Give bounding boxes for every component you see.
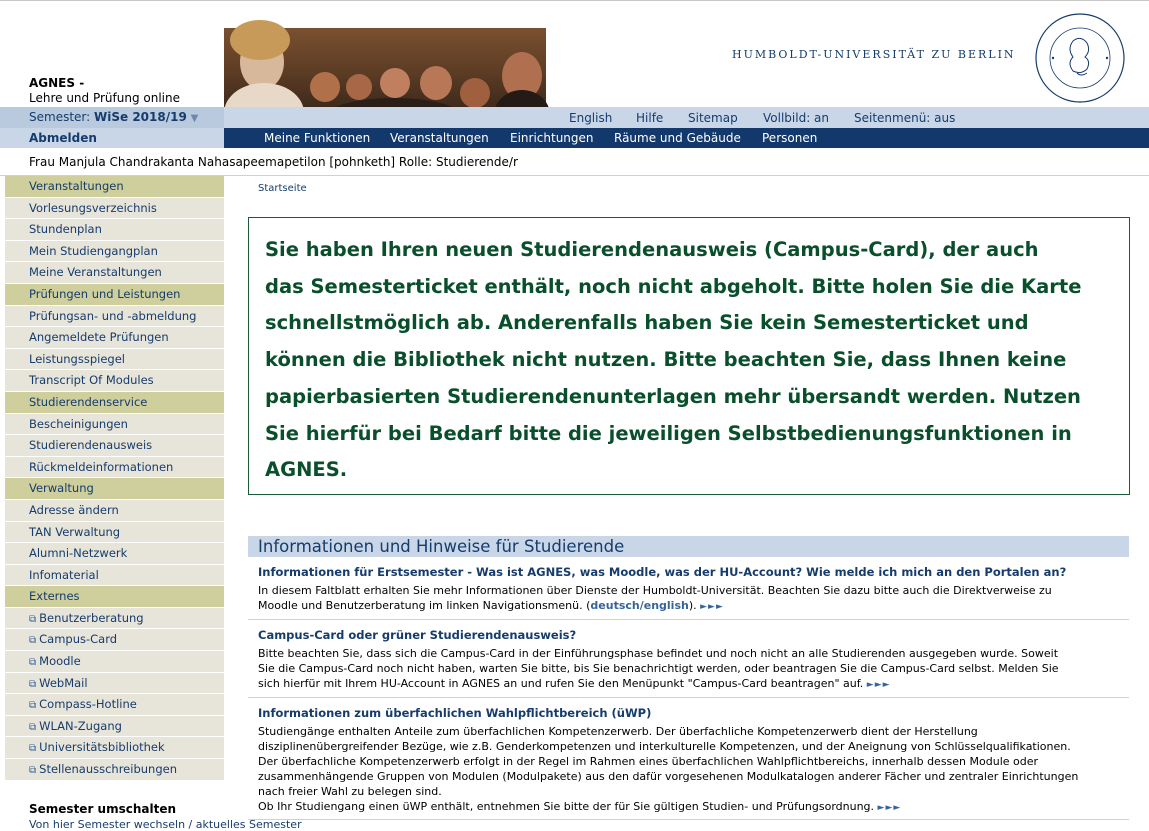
page-header — [0, 0, 1149, 125]
sidebar-item[interactable] — [5, 349, 224, 371]
sidebar-item[interactable] — [5, 457, 224, 479]
sidebar-item-label: Alumni-Netzwerk — [29, 546, 128, 561]
sidebar-item[interactable] — [5, 759, 224, 781]
external-link-icon: ⧉ — [29, 765, 37, 777]
notice-line: können die Bibliothek nicht nutzen. Bitte beachten Sie, dass Ihnen keine — [265, 348, 1067, 372]
semester-switch-title: Semester umschalten — [29, 802, 177, 816]
info-body-text: ). — [688, 599, 697, 612]
sidebar-item[interactable] — [5, 673, 224, 695]
info-body-line — [258, 799, 1129, 816]
photo-student-hair — [230, 20, 290, 60]
more-arrow-icon[interactable]: ►►► — [700, 602, 724, 612]
sidemenu-toggle[interactable]: Seitenmenü: aus — [854, 111, 956, 125]
info-item-erstsemester — [248, 565, 1129, 620]
semester-switch-text[interactable]: Von hier Semester wechseln / aktuelles Semester — [29, 818, 302, 831]
sidebar-item-label: Stellenausschreibungen — [39, 762, 177, 777]
language-link[interactable]: deutsch/english — [590, 599, 689, 612]
info-item-uewp — [248, 706, 1129, 820]
campus-card-notice — [248, 217, 1130, 495]
agnes-brand[interactable] — [29, 76, 180, 106]
university-name[interactable]: HUMBOLDT-UNIVERSITÄT ZU BERLIN — [732, 48, 1016, 61]
sidebar-item-label: Rückmeldeinformationen — [29, 459, 174, 474]
sidebar-item-label: Veranstaltungen — [29, 179, 124, 193]
sidebar-item-label: Vorlesungsverzeichnis — [29, 200, 157, 215]
notice-line: schnellstmöglich ab. Anderenfalls haben Sie kein Semesterticket und — [265, 311, 1029, 335]
sidebar-menu — [5, 176, 224, 781]
sidebar-item-label: Studierendenservice — [29, 394, 148, 409]
sidebar-item-label: Transcript Of Modules — [29, 373, 154, 388]
more-arrow-icon[interactable]: ►►► — [877, 803, 902, 813]
logout-button[interactable]: Abmelden — [0, 128, 224, 148]
semester-selector[interactable] — [0, 107, 224, 128]
nav-veranstaltungen[interactable]: Veranstaltungen — [390, 131, 489, 145]
sidebar-item[interactable] — [5, 694, 224, 716]
sidebar-item-label: Campus-Card — [39, 632, 118, 647]
sidebar-item-label: WLAN-Zugang — [39, 718, 122, 733]
sidebar-item-label: Meine Veranstaltungen — [29, 265, 162, 280]
photo-student-5 — [420, 66, 452, 100]
info-body-line: Studiengänge enthalten Anteile zum überfachlichen Kompetenzerwerb. Der überfachliche Kompetenzerwerb dient der Herstellung — [258, 725, 978, 738]
info-body-text: Ob Ihr Studiengang einen üWP enthält, entnehmen Sie bitte der für Sie gültigen Studien- und Prüfungsordnung. — [258, 800, 875, 813]
sidebar-item-label: Bescheinigungen — [29, 416, 128, 431]
info-section-title: Informationen und Hinweise für Studierende — [248, 536, 1129, 557]
sidebar-item[interactable] — [5, 716, 224, 738]
nav-meine-funktionen[interactable]: Meine Funktionen — [264, 131, 371, 145]
sidebar-section-header[interactable] — [5, 478, 224, 500]
external-link-icon: ⧉ — [29, 743, 37, 755]
sidebar-item-label: Externes — [29, 589, 80, 604]
sidebar-item-label: Benutzerberatung — [39, 610, 144, 625]
sitemap-link[interactable]: Sitemap — [688, 111, 738, 125]
nav-personen[interactable]: Personen — [762, 131, 818, 145]
external-link-icon: ⧉ — [29, 657, 37, 669]
info-body-line: In diesem Faltblatt erhalten Sie mehr Informationen über Dienste der Humboldt-Universität. Beachten Sie dazu bitte auch die Direktverweise zu — [258, 584, 1052, 597]
info-body-line: zusammenhängende Gruppen von Modulen (Modulpakete) aus den dafür vorgesehenen Modulkatalogen anderer Fächer und zentraler Einrichtungen — [258, 770, 1079, 783]
sidebar-item[interactable] — [5, 522, 224, 544]
notice-line: das Semesterticket enthält, noch nicht abgeholt. Bitte holen Sie die Karte — [265, 274, 1082, 298]
notice-line: papierbasierten Studierendenunterlagen mehr übersandt werden. Nutzen — [265, 384, 1081, 408]
external-link-icon: ⧉ — [29, 613, 37, 625]
sidebar-section-header[interactable] — [5, 176, 224, 198]
sidebar-section-header[interactable] — [5, 392, 224, 414]
sidebar-section-header[interactable] — [5, 284, 224, 306]
sidebar-item-label: Verwaltung — [29, 481, 94, 496]
info-body-line: Sie die Campus-Card noch nicht haben, warten Sie bitte, bis Sie benachrichtigt werden, oder beantragen Sie die Campus-Card selbst. Melden Sie — [258, 662, 1059, 675]
info-body-line: nach freier Wahl zu belegen sind. — [258, 785, 442, 798]
fullscreen-toggle[interactable]: Vollbild: an — [763, 111, 830, 125]
sidebar-item-label: Mein Studiengangplan — [29, 243, 158, 258]
sidebar-section-header[interactable] — [5, 586, 224, 608]
sidebar-item[interactable] — [5, 241, 224, 263]
sidebar-item[interactable] — [5, 219, 224, 241]
notice-line: AGNES. — [265, 458, 348, 482]
sidebar-item[interactable] — [5, 414, 224, 436]
info-body-line: Der überfachliche Kompetenzerwerb erfolgt in der Regel im Rahmen eines überfachlichen Wahlpflichtbereichs, innerhalb dessen Module oder — [258, 755, 1039, 768]
sidebar-item-label: Compass-Hotline — [39, 697, 137, 712]
sidebar-item[interactable] — [5, 500, 224, 522]
info-body-text: Moodle und Benutzerberatung im linken Navigationsmenü. ( — [258, 599, 591, 612]
nav-raeume-gebaeude[interactable]: Räume und Gebäude — [614, 131, 741, 145]
university-seal-icon[interactable] — [1033, 11, 1127, 105]
sidebar-item[interactable] — [5, 435, 224, 457]
sidebar-item[interactable] — [5, 198, 224, 220]
notice-line: Sie hierfür bei Bedarf bitte die jeweiligen Selbstbedienungsfunktionen in — [265, 421, 1072, 445]
info-item-body — [258, 646, 1129, 693]
sidebar-item-label: WebMail — [39, 675, 88, 690]
photo-student-2 — [310, 72, 340, 102]
external-link-icon: ⧉ — [29, 721, 37, 733]
user-info: Frau Manjula Chandrakanta Nahasapeemapetilon [pohnketh] Rolle: Studierende/r — [29, 155, 518, 169]
sidebar-item[interactable] — [5, 565, 224, 587]
notice-line: Sie haben Ihren neuen Studierendenausweis (Campus-Card), der auch — [265, 238, 1039, 261]
info-item-body — [258, 583, 1129, 615]
breadcrumb[interactable]: Startseite — [258, 183, 307, 194]
sidebar-item-label: TAN Verwaltung — [29, 524, 121, 539]
help-link[interactable]: Hilfe — [636, 111, 664, 125]
external-link-icon: ⧉ — [29, 678, 37, 690]
photo-student-6 — [460, 78, 490, 108]
sidebar-item[interactable] — [5, 370, 224, 392]
sidebar-item-label: Universitätsbibliothek — [39, 740, 165, 755]
sidebar-item[interactable] — [5, 543, 224, 565]
info-item-title[interactable]: Informationen für Erstsemester - Was ist AGNES, was Moodle, was der HU-Account? Wie melde ich mich an den Portalen an? — [258, 565, 1067, 579]
english-link[interactable]: English — [569, 111, 613, 125]
sidebar-item[interactable] — [5, 608, 224, 630]
external-link-icon: ⧉ — [29, 700, 37, 712]
sidebar-item-label: Infomaterial — [29, 567, 99, 582]
info-body-line — [258, 676, 1129, 693]
external-link-icon: ⧉ — [29, 635, 37, 647]
semester-label: Semester: — [29, 110, 91, 124]
info-item-title[interactable]: Informationen zum überfachlichen Wahlpflichtbereich (üWP) — [258, 706, 652, 720]
sidebar-item[interactable] — [5, 327, 224, 349]
info-body-line — [258, 598, 1129, 615]
info-body-text: sich hierfür mit Ihrem HU-Account in AGNES an und rufen Sie den Menüpunkt "Campus-Card beantragen" auf. — [258, 677, 864, 690]
info-item-campus-card — [248, 628, 1129, 698]
sidebar-item[interactable] — [5, 629, 224, 651]
more-arrow-icon[interactable]: ►►► — [866, 680, 891, 690]
nav-einrichtungen[interactable]: Einrichtungen — [510, 131, 594, 145]
brand-title: AGNES - — [29, 76, 85, 90]
sidebar-item-label: Prüfungsan- und -abmeldung — [29, 308, 197, 323]
sidebar-item-label: Moodle — [39, 654, 81, 669]
sidebar-item[interactable] — [5, 262, 224, 284]
sidebar-item-label: Stundenplan — [29, 222, 102, 237]
info-item-title[interactable]: Campus-Card oder grüner Studierendenausweis? — [258, 628, 577, 642]
info-body-line: disziplinenübergreifender Bezüge, wie z.B. Genderkompetenzen und interkulturelle Kompetenzen, und der Aneignung von Schlüsselqualifikationen. — [258, 740, 1071, 753]
sidebar-item[interactable] — [5, 306, 224, 328]
sidebar-item[interactable] — [5, 737, 224, 759]
sidebar-item-label: Leistungsspiegel — [29, 351, 125, 366]
sidebar-item-label: Adresse ändern — [29, 502, 119, 517]
sidebar-item-label: Angemeldete Prüfungen — [29, 330, 169, 345]
semester-value: WiSe 2018/19 — [94, 110, 187, 124]
info-item-body — [258, 724, 1129, 816]
sidebar-item-label: Prüfungen und Leistungen — [29, 286, 181, 301]
brand-subtitle: Lehre und Prüfung online — [29, 91, 181, 105]
sidebar-item[interactable] — [5, 651, 224, 673]
sidebar-item-label: Studierendenausweis — [29, 438, 153, 453]
info-body-line: Bitte beachten Sie, dass sich die Campus-Card in der Einführungsphase befindet und noch nicht an alle Studierenden ausgegeben wurde. Soweit — [258, 647, 1059, 660]
chevron-down-icon: ▼ — [190, 113, 199, 124]
photo-student-4 — [380, 68, 410, 98]
photo-student-3 — [346, 74, 372, 100]
